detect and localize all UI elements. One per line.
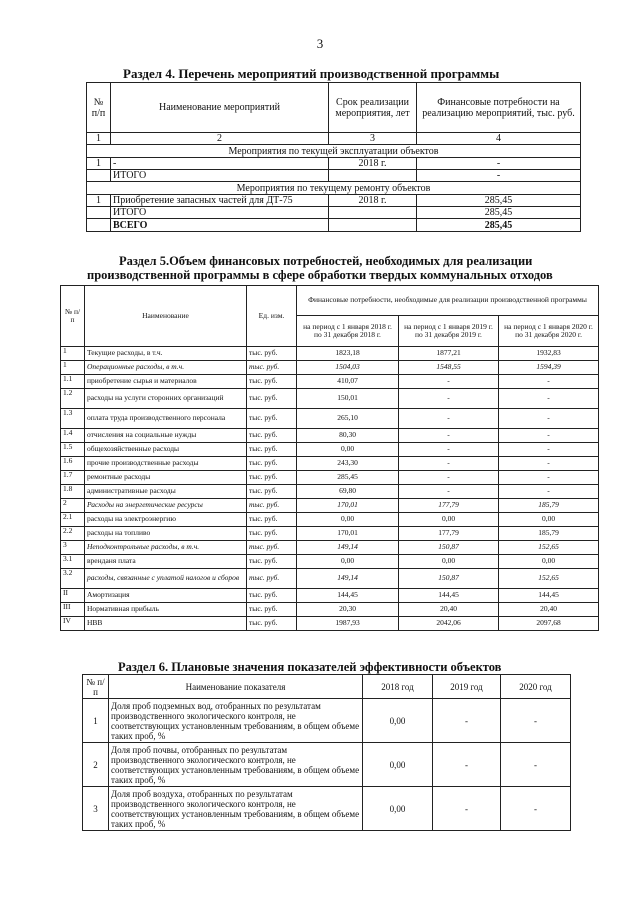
s5-cell-value-2018: 149,14 xyxy=(297,569,399,589)
s5-cell-value-2018: 20,30 xyxy=(297,603,399,617)
s4-cell xyxy=(329,170,417,182)
s5-cell-unit: тыс. руб. xyxy=(247,443,297,457)
s5-cell-value-2020: - xyxy=(499,471,599,485)
s5-cell-value-2019: 0,00 xyxy=(399,513,499,527)
table-row xyxy=(61,603,599,617)
s5-cell-value-2018: 410,07 xyxy=(297,375,399,389)
s6-header-num: № п/п xyxy=(83,675,109,699)
s5-cell-unit: тыс. руб. xyxy=(247,389,297,409)
s5-cell-num: 3 xyxy=(61,541,85,555)
s5-cell-value-2019: - xyxy=(399,471,499,485)
s6-cell-value-2020: - xyxy=(501,787,571,831)
s5-cell-value-2018: 1504,03 xyxy=(297,361,399,375)
s4-grand-total-value: 285,45 xyxy=(417,219,581,232)
table-row xyxy=(61,569,599,589)
s5-cell-num: IV xyxy=(61,617,85,631)
table-row xyxy=(61,347,599,361)
s5-cell-num: 2.1 xyxy=(61,513,85,527)
s6-cell-num: 1 xyxy=(83,699,109,743)
s5-cell-num: 3.1 xyxy=(61,555,85,569)
s5-cell-value-2018: 80,30 xyxy=(297,429,399,443)
s5-cell-unit: тыс. руб. xyxy=(247,485,297,499)
s6-cell-name: Доля проб воздуха, отобранных по результатам производственного экологического контроля, не соответствующих установленным требованиям, в общем объеме таких проб, % xyxy=(109,787,363,831)
s5-cell-value-2019: 1548,55 xyxy=(399,361,499,375)
s5-cell-name: Нормативная прибыль xyxy=(85,603,247,617)
s5-cell-unit: тыс. руб. xyxy=(247,361,297,375)
s5-cell-unit: тыс. руб. xyxy=(247,603,297,617)
s5-header-num: № п/п xyxy=(61,286,85,347)
s5-header-period-2020: на период с 1 января 2020 г. по 31 декабря 2020 г. xyxy=(499,316,599,347)
s5-cell-value-2020: 144,45 xyxy=(499,589,599,603)
s5-cell-num: 1 xyxy=(61,361,85,375)
s6-cell-name: Доля проб почвы, отобранных по результатам производственного экологического контроля, не соответствующих установленным требованиям, в общем объеме таких проб, % xyxy=(109,743,363,787)
s5-cell-value-2019: 20,40 xyxy=(399,603,499,617)
s5-cell-value-2019: - xyxy=(399,485,499,499)
s4-total-value: - xyxy=(417,170,581,182)
s4-grand-total-label: ВСЕГО xyxy=(111,219,329,232)
s5-cell-value-2019: - xyxy=(399,457,499,471)
s4-cell: 285,45 xyxy=(417,195,581,207)
s5-cell-name: расходы на топливо xyxy=(85,527,247,541)
section6-table xyxy=(82,674,571,831)
s4-colnum: 4 xyxy=(417,133,581,145)
s5-cell-name: ремонтные расходы xyxy=(85,471,247,485)
table-row xyxy=(61,527,599,541)
s5-cell-value-2020: 20,40 xyxy=(499,603,599,617)
s5-cell-unit: тыс. руб. xyxy=(247,555,297,569)
table-row xyxy=(61,409,599,429)
s5-cell-value-2018: 285,45 xyxy=(297,471,399,485)
s5-cell-name: Неподконтрольные расходы, в т.ч. xyxy=(85,541,247,555)
s6-cell-value-2019: - xyxy=(433,743,501,787)
s5-cell-value-2019: 0,00 xyxy=(399,555,499,569)
s6-cell-num: 3 xyxy=(83,787,109,831)
s5-cell-value-2020: 0,00 xyxy=(499,513,599,527)
s5-cell-name: отчисления на социальные нужды xyxy=(85,429,247,443)
s6-cell-value-2018: 0,00 xyxy=(363,787,433,831)
s4-colnum: 3 xyxy=(329,133,417,145)
s5-cell-name: расходы, связанные с уплатой налогов и сборов xyxy=(85,569,247,589)
s5-cell-name: административные расходы xyxy=(85,485,247,499)
s5-cell-value-2018: 144,45 xyxy=(297,589,399,603)
table-row xyxy=(61,375,599,389)
s5-cell-value-2020: 152,65 xyxy=(499,541,599,555)
s5-cell-value-2019: - xyxy=(399,375,499,389)
table-row xyxy=(61,513,599,527)
s5-cell-name: приобретение сырья и материалов xyxy=(85,375,247,389)
s5-cell-unit: тыс. руб. xyxy=(247,471,297,485)
section6-title: Раздел 6. Плановые значения показателей эффективности объектов xyxy=(118,660,502,674)
s6-header-name: Наименование показателя xyxy=(109,675,363,699)
s6-cell-value-2019: - xyxy=(433,787,501,831)
section4-table xyxy=(86,82,581,232)
s5-cell-value-2020: - xyxy=(499,457,599,471)
s4-cell: - xyxy=(111,158,329,170)
s5-cell-value-2018: 150,01 xyxy=(297,389,399,409)
s5-cell-unit: тыс. руб. xyxy=(247,513,297,527)
s5-cell-value-2020: - xyxy=(499,485,599,499)
s4-cell: Приобретение запасных частей для ДТ-75 xyxy=(111,195,329,207)
table-row xyxy=(61,617,599,631)
table-row xyxy=(61,541,599,555)
s4-cell: 2018 г. xyxy=(329,195,417,207)
s5-body xyxy=(61,347,599,631)
table-row xyxy=(61,589,599,603)
s5-cell-value-2020: - xyxy=(499,443,599,457)
s5-cell-value-2019: 150,87 xyxy=(399,569,499,589)
s5-cell-num: 1.8 xyxy=(61,485,85,499)
s5-cell-value-2018: 265,10 xyxy=(297,409,399,429)
s5-cell-value-2018: 170,01 xyxy=(297,527,399,541)
s5-cell-name: прочие производственные расходы xyxy=(85,457,247,471)
s4-cell: 2018 г. xyxy=(329,158,417,170)
s5-cell-value-2020: 1594,39 xyxy=(499,361,599,375)
s6-cell-value-2020: - xyxy=(501,699,571,743)
s4-cell xyxy=(329,219,417,232)
s6-header-2018: 2018 год xyxy=(363,675,433,699)
s5-cell-value-2020: 1932,83 xyxy=(499,347,599,361)
s6-cell-value-2018: 0,00 xyxy=(363,699,433,743)
s4-header-name: Наименование мероприятий xyxy=(111,83,329,133)
section5-table xyxy=(60,285,599,631)
s5-cell-name: расходы на услуги сторонних организаций xyxy=(85,389,247,409)
s5-cell-num: III xyxy=(61,603,85,617)
s5-cell-name: Операционные расходы, в т.ч. xyxy=(85,361,247,375)
s4-cell xyxy=(329,207,417,219)
s5-cell-unit: тыс. руб. xyxy=(247,541,297,555)
s5-cell-value-2018: 69,80 xyxy=(297,485,399,499)
s5-cell-unit: тыс. руб. xyxy=(247,527,297,541)
s5-cell-unit: тыс. руб. xyxy=(247,347,297,361)
s5-cell-value-2020: 152,65 xyxy=(499,569,599,589)
s6-header-2019: 2019 год xyxy=(433,675,501,699)
s5-cell-name: НВВ xyxy=(85,617,247,631)
s4-cell xyxy=(87,170,111,182)
s5-cell-value-2020: 185,79 xyxy=(499,527,599,541)
page-number: 3 xyxy=(316,36,324,51)
s5-cell-value-2020: 185,79 xyxy=(499,499,599,513)
s5-cell-value-2020: - xyxy=(499,389,599,409)
s5-header-name: Наименование xyxy=(85,286,247,347)
s4-total-label: ИТОГО xyxy=(111,207,329,219)
s5-cell-value-2018: 0,00 xyxy=(297,555,399,569)
s5-header-period-2018: на период с 1 января 2018 г. по 31 декабря 2018 г. xyxy=(297,316,399,347)
s5-cell-value-2018: 1987,93 xyxy=(297,617,399,631)
s5-cell-value-2018: 1823,18 xyxy=(297,347,399,361)
s6-cell-value-2019: - xyxy=(433,699,501,743)
table-row xyxy=(61,555,599,569)
section4-title: Раздел 4. Перечень мероприятий производственной программы xyxy=(123,66,500,81)
s5-cell-num: 1.2 xyxy=(61,389,85,409)
s5-cell-value-2020: 2097,68 xyxy=(499,617,599,631)
s4-header-num: № п/п xyxy=(87,83,111,133)
s5-cell-name: Амортизация xyxy=(85,589,247,603)
s5-cell-value-2019: 150,87 xyxy=(399,541,499,555)
s6-cell-name: Доля проб подземных вод, отобранных по результатам производственного экологического контроля, не соответствующих установленным требованиям, в общем объеме таких проб, % xyxy=(109,699,363,743)
section5-title: Раздел 5.Объем финансовых потребностей, необходимых для реализации xyxy=(119,254,533,268)
table-row xyxy=(83,699,571,743)
s5-cell-value-2019: 177,79 xyxy=(399,527,499,541)
s5-cell-value-2018: 0,00 xyxy=(297,443,399,457)
s6-body xyxy=(83,699,571,831)
s5-header-finance: Финансовые потребности, необходимые для реализации производственной программы xyxy=(297,286,599,316)
s5-cell-value-2020: - xyxy=(499,429,599,443)
s5-cell-num: 1.3 xyxy=(61,409,85,429)
s5-cell-unit: тыс. руб. xyxy=(247,569,297,589)
s5-cell-value-2018: 170,01 xyxy=(297,499,399,513)
s5-cell-value-2020: 0,00 xyxy=(499,555,599,569)
s4-header-finance: Финансовые потребности на реализацию мероприятий, тыс. руб. xyxy=(417,83,581,133)
table-row xyxy=(61,361,599,375)
s4-cell: 1 xyxy=(87,158,111,170)
table-row xyxy=(61,457,599,471)
s6-cell-value-2018: 0,00 xyxy=(363,743,433,787)
s5-cell-unit: тыс. руб. xyxy=(247,499,297,513)
s4-cell xyxy=(87,207,111,219)
s4-group-repair: Мероприятия по текущему ремонту объектов xyxy=(87,182,581,195)
s4-group-operation: Мероприятия по текущей эксплуатации объектов xyxy=(87,145,581,158)
s4-cell: 1 xyxy=(87,195,111,207)
s5-cell-num: 1.5 xyxy=(61,443,85,457)
s5-cell-value-2019: 177,79 xyxy=(399,499,499,513)
s5-cell-value-2019: - xyxy=(399,443,499,457)
s6-cell-num: 2 xyxy=(83,743,109,787)
s5-cell-unit: тыс. руб. xyxy=(247,589,297,603)
s5-cell-name: Текущие расходы, в т.ч. xyxy=(85,347,247,361)
s5-cell-value-2018: 149,14 xyxy=(297,541,399,555)
s5-cell-unit: тыс. руб. xyxy=(247,409,297,429)
s5-cell-value-2019: 144,45 xyxy=(399,589,499,603)
s5-cell-name: расходы на электроэнергию xyxy=(85,513,247,527)
s6-header-2020: 2020 год xyxy=(501,675,571,699)
table-row xyxy=(83,743,571,787)
s4-header-term: Срок реализации мероприятия, лет xyxy=(329,83,417,133)
table-row xyxy=(83,787,571,831)
s4-colnum: 2 xyxy=(111,133,329,145)
s5-cell-num: 2 xyxy=(61,499,85,513)
s5-cell-num: 3.2 xyxy=(61,569,85,589)
s5-cell-num: 1.7 xyxy=(61,471,85,485)
s5-cell-name: Расходы на энергетические ресурсы xyxy=(85,499,247,513)
s5-cell-value-2019: 1877,21 xyxy=(399,347,499,361)
s5-cell-name: вренданя плата xyxy=(85,555,247,569)
s5-cell-unit: тыс. руб. xyxy=(247,457,297,471)
s5-cell-num: 1.1 xyxy=(61,375,85,389)
s5-cell-num: 1 xyxy=(61,347,85,361)
s5-cell-value-2019: - xyxy=(399,409,499,429)
s5-header-period-2019: на период с 1 января 2019 г. по 31 декабря 2019 г. xyxy=(399,316,499,347)
s4-colnum: 1 xyxy=(87,133,111,145)
s4-cell: - xyxy=(417,158,581,170)
s5-cell-name: оплата труда производственного персонала xyxy=(85,409,247,429)
table-row xyxy=(61,429,599,443)
s4-cell xyxy=(87,219,111,232)
table-row xyxy=(61,499,599,513)
s5-cell-value-2019: - xyxy=(399,429,499,443)
s5-cell-unit: тыс. руб. xyxy=(247,429,297,443)
s5-cell-value-2019: - xyxy=(399,389,499,409)
s5-cell-num: 1.6 xyxy=(61,457,85,471)
s5-cell-value-2020: - xyxy=(499,409,599,429)
s4-total-label: ИТОГО xyxy=(111,170,329,182)
s5-cell-unit: тыс. руб. xyxy=(247,375,297,389)
s5-header-unit: Ед. изм. xyxy=(247,286,297,347)
s5-cell-num: II xyxy=(61,589,85,603)
s5-cell-name: общехозяйственные расходы xyxy=(85,443,247,457)
s5-cell-value-2019: 2042,06 xyxy=(399,617,499,631)
s6-cell-value-2020: - xyxy=(501,743,571,787)
s5-cell-num: 1.4 xyxy=(61,429,85,443)
section5-title-line2: производственной программы в сфере обработки твердых коммунальных отходов xyxy=(87,268,553,282)
s5-cell-value-2018: 0,00 xyxy=(297,513,399,527)
table-row xyxy=(61,443,599,457)
table-row xyxy=(61,485,599,499)
table-row xyxy=(61,471,599,485)
s5-cell-unit: тыс. руб. xyxy=(247,617,297,631)
table-row xyxy=(61,389,599,409)
s5-cell-num: 2.2 xyxy=(61,527,85,541)
s5-cell-value-2018: 243,30 xyxy=(297,457,399,471)
s5-cell-value-2020: - xyxy=(499,375,599,389)
s4-total-value: 285,45 xyxy=(417,207,581,219)
